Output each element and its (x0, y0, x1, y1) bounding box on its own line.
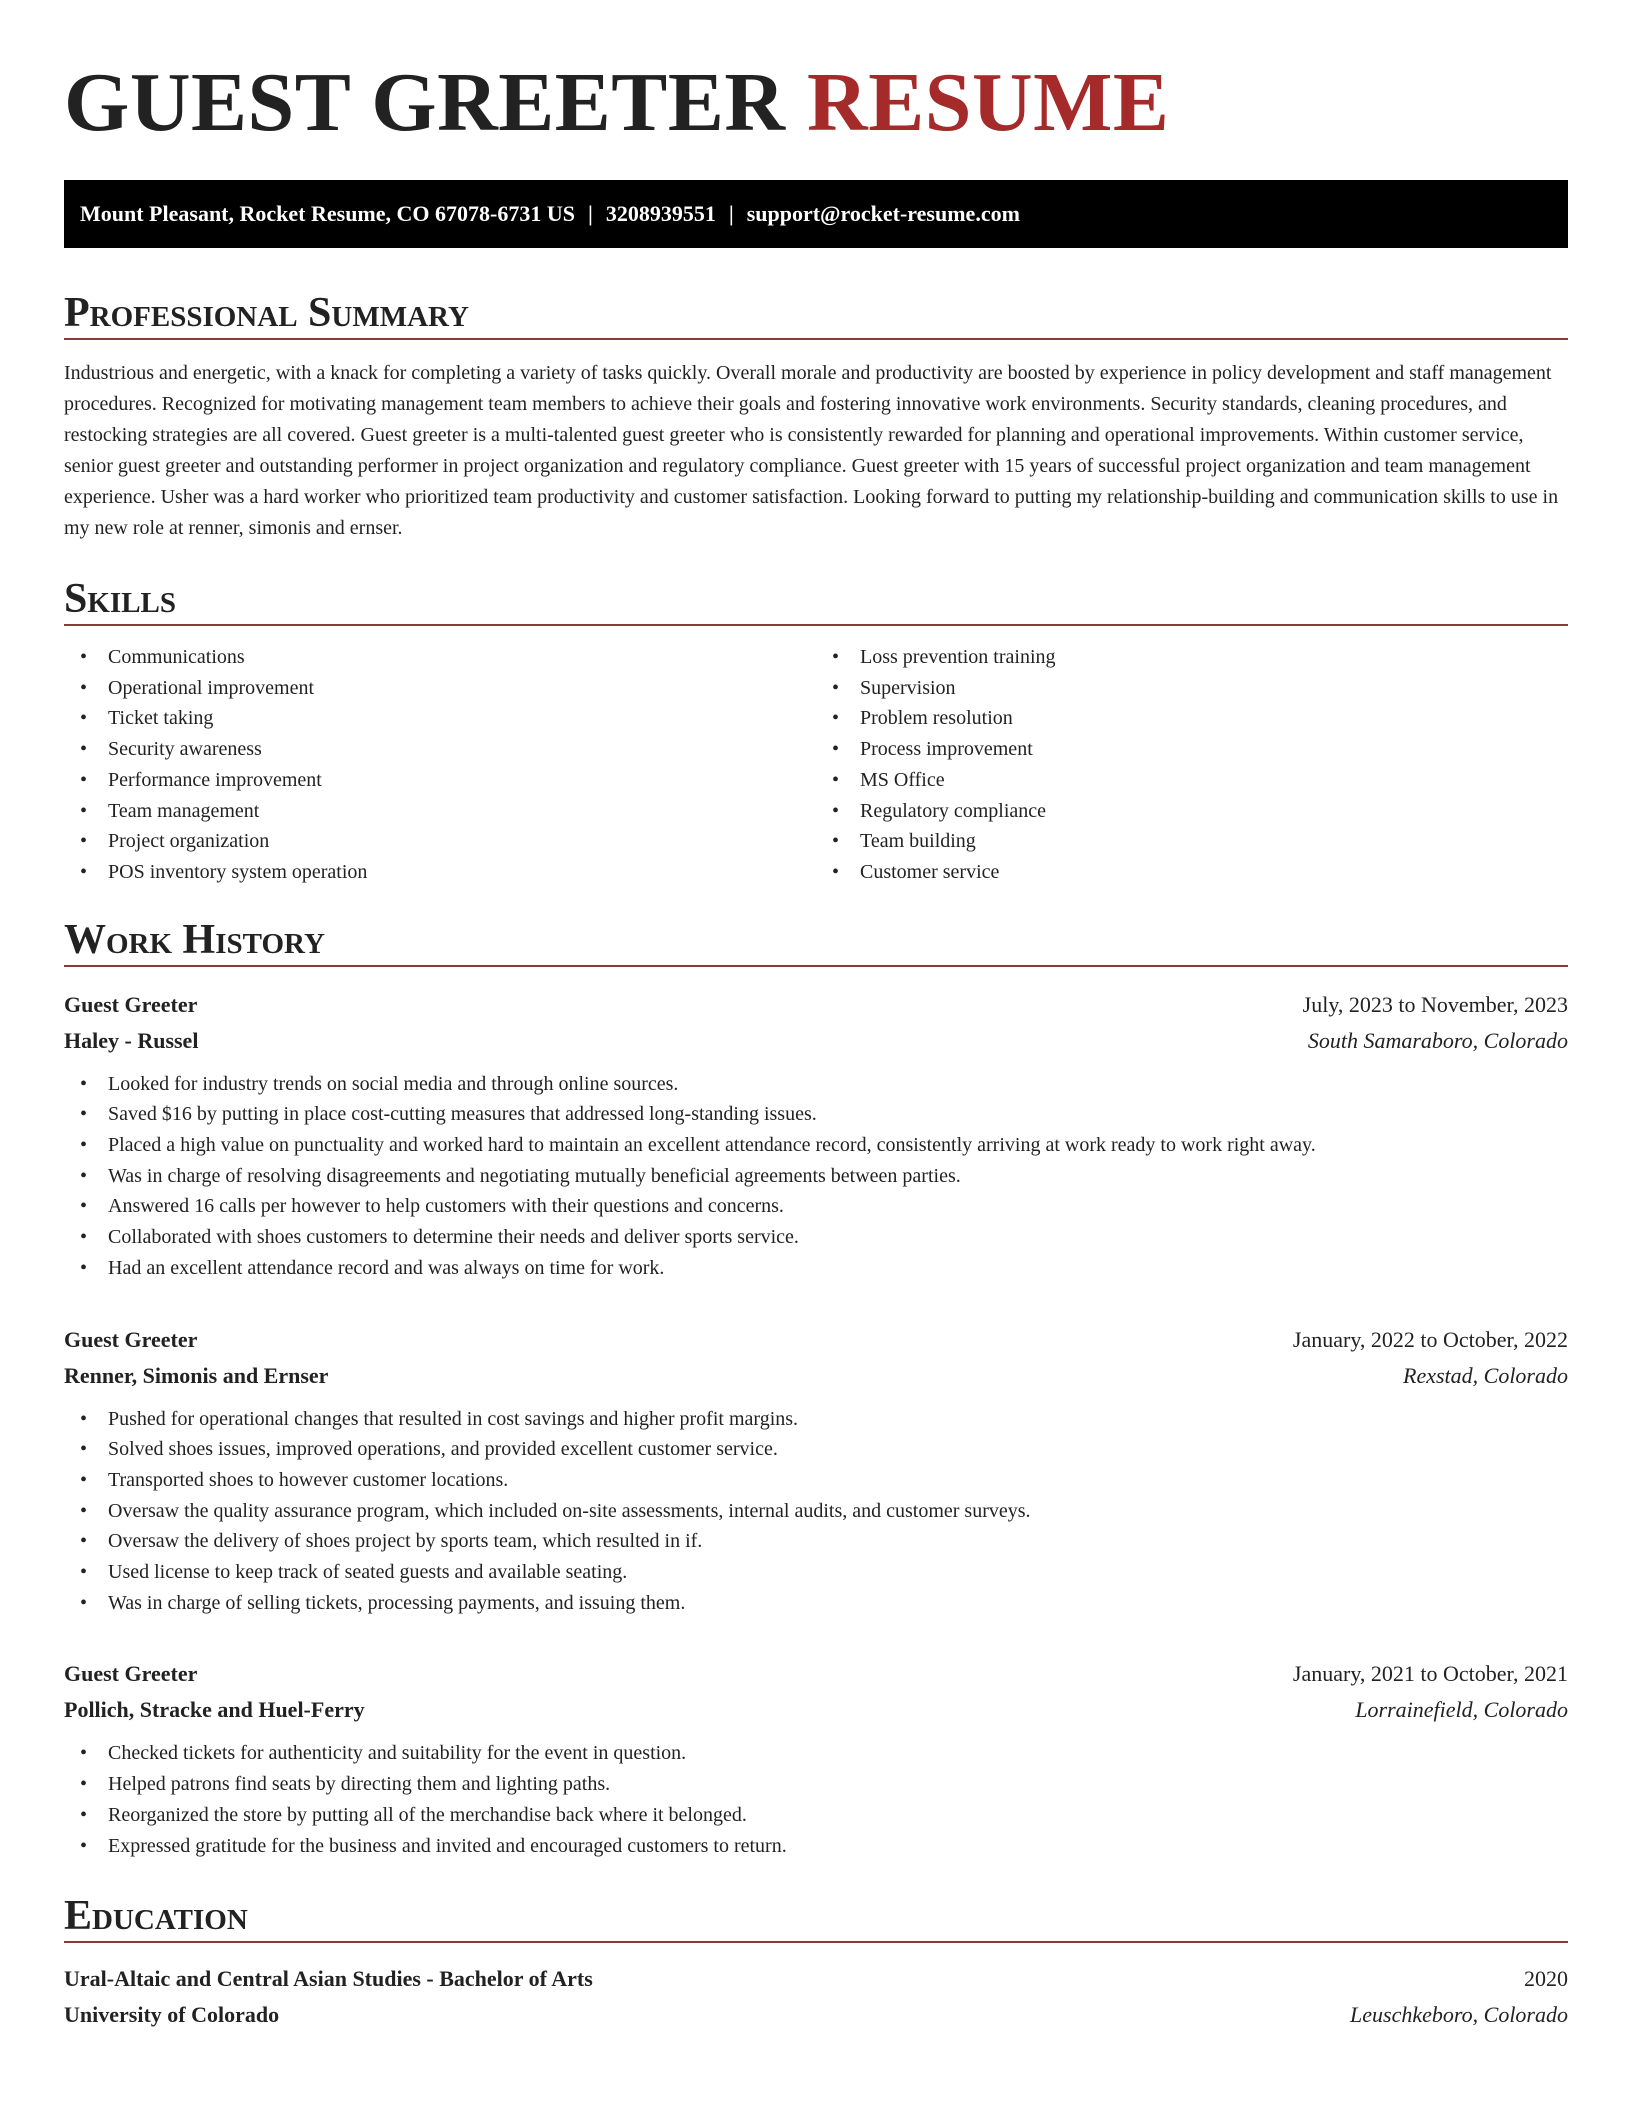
skill-item: • Performance improvement (64, 765, 816, 796)
job-duty: • Expressed gratitude for the business and invited and encouraged customers to return. (64, 1831, 1568, 1862)
job-duty: • Saved $16 by putting in place cost-cutting measures that addressed long-standing issues. (64, 1099, 1568, 1130)
section-divider (64, 338, 1568, 340)
education-heading: Education (64, 1893, 248, 1940)
summary-heading: Professional Summary (64, 290, 469, 336)
contact-bar (64, 180, 1568, 248)
job-dates: January, 2021 to October, 2021 (1292, 1661, 1568, 1687)
job-header-row (64, 1656, 1568, 1692)
job-company-row (64, 1692, 1568, 1728)
job-location: Rexstad, Colorado (1403, 1362, 1568, 1388)
skill-item: • Loss prevention training (816, 642, 1568, 673)
section-divider (64, 965, 1568, 967)
skill-item: • Communications (64, 642, 816, 673)
job-duty: • Placed a high value on punctuality and worked hard to maintain an excellent attendance record, consistently arriving at work ready to work right away. (64, 1130, 1568, 1161)
job-header-row (64, 1322, 1568, 1358)
job-dates: July, 2023 to November, 2023 (1302, 991, 1568, 1017)
education-year: 2020 (1524, 1966, 1568, 1992)
job-duty: • Was in charge of selling tickets, processing payments, and issuing them. (64, 1588, 1568, 1619)
contact-separator: | (587, 201, 593, 226)
job-duty: • Helped patrons find seats by directing them and lighting paths. (64, 1769, 1568, 1800)
title-accent: RESUME (807, 56, 1170, 149)
skill-item: • Security awareness (64, 734, 816, 765)
skill-item: • Supervision (816, 673, 1568, 704)
job-role: Guest Greeter (64, 1326, 198, 1352)
work-history-heading: Work History (64, 916, 325, 963)
skill-item: • Ticket taking (64, 703, 816, 734)
job-company: Pollich, Stracke and Huel-Ferry (64, 1697, 365, 1723)
education-degree-row (64, 1961, 1568, 1997)
job-duty: • Used license to keep track of seated guests and available seating. (64, 1557, 1568, 1588)
summary-text: Industrious and energetic, with a knack for completing a variety of tasks quickly. Overall morale and productivity are boosted by experience in policy development and staff management procedures. Recognized for motivating management team members to achieve their goals and fostering innovative work environments. Security standards, cleaning procedures, and restocking strategies are all covered. Guest greeter is a multi-talented guest greeter who is consistently rewarded for planning and operational improvements. Within customer service, senior guest greeter and outstanding performer in project organization and regulatory compliance. Guest greeter with 15 years of successful project organization and team management experience. Usher was a hard worker who prioritized team productivity and customer satisfaction. Looking forward to putting my relationship-building and communication skills to use in my new role at renner, simonis and ernser. (64, 362, 1559, 539)
job-dates: January, 2022 to October, 2022 (1292, 1326, 1568, 1352)
job-location: Lorrainefield, Colorado (1355, 1697, 1568, 1723)
skill-item: • Team management (64, 796, 816, 827)
contact-email: support@rocket-resume.com (746, 201, 1020, 226)
job-duty: • Collaborated with shoes customers to determine their needs and deliver sports service. (64, 1222, 1568, 1253)
job-header-row (64, 987, 1568, 1023)
job-duty: • Oversaw the quality assurance program, which included on-site assessments, internal audits, and customer surveys. (64, 1496, 1568, 1527)
contact-separator: | (728, 201, 734, 226)
job-company: Renner, Simonis and Ernser (64, 1362, 329, 1388)
job-company-row (64, 1358, 1568, 1394)
job-duty: • Checked tickets for authenticity and suitability for the event in question. (64, 1738, 1568, 1769)
job-company-row (64, 1023, 1568, 1059)
contact-phone: 3208939551 (605, 201, 716, 226)
skill-item: • Team building (816, 826, 1568, 857)
skill-item: • Problem resolution (816, 703, 1568, 734)
job-role: Guest Greeter (64, 1661, 198, 1687)
job-duty: • Looked for industry trends on social media and through online sources. (64, 1069, 1568, 1100)
job-duty: • Reorganized the store by putting all of the merchandise back where it belonged. (64, 1800, 1568, 1831)
contact-address: Mount Pleasant, Rocket Resume, CO 67078-6731 US (80, 201, 575, 226)
skill-item: • Operational improvement (64, 673, 816, 704)
job-duty: • Transported shoes to however customer locations. (64, 1465, 1568, 1496)
skill-item: • Customer service (816, 857, 1568, 888)
skills-column-right (816, 642, 1568, 888)
job-duties (64, 1069, 1568, 1284)
resume-title (64, 0, 1568, 149)
job-duty: • Was in charge of resolving disagreements and negotiating mutually beneficial agreements between parties. (64, 1161, 1568, 1192)
job-duties (64, 1738, 1568, 1861)
education-entry (64, 1961, 1568, 2033)
job-duty: • Answered 16 calls per however to help customers with their questions and concerns. (64, 1191, 1568, 1222)
skill-item: • Regulatory compliance (816, 796, 1568, 827)
job-duty: • Pushed for operational changes that resulted in cost savings and higher profit margins. (64, 1404, 1568, 1435)
job-location: South Samaraboro, Colorado (1307, 1027, 1568, 1053)
section-divider (64, 1941, 1568, 1943)
job-duty: • Had an excellent attendance record and was always on time for work. (64, 1253, 1568, 1284)
job-entry (64, 1322, 1568, 1619)
section-divider (64, 624, 1568, 626)
job-role: Guest Greeter (64, 991, 198, 1017)
education-school: University of Colorado (64, 2002, 280, 2028)
skills-column-left (64, 642, 816, 888)
skill-item: • MS Office (816, 765, 1568, 796)
skills-heading: Skills (64, 576, 177, 622)
job-duties (64, 1404, 1568, 1619)
education-location: Leuschkeboro, Colorado (1350, 2002, 1568, 2028)
job-entry (64, 987, 1568, 1284)
skill-item: • Process improvement (816, 734, 1568, 765)
education-school-row (64, 1997, 1568, 2033)
job-duty: • Oversaw the delivery of shoes project by sports team, which resulted in if. (64, 1526, 1568, 1557)
job-duty: • Solved shoes issues, improved operations, and provided excellent customer service. (64, 1434, 1568, 1465)
skill-item: • Project organization (64, 826, 816, 857)
title-main: GUEST GREETER (64, 56, 786, 149)
job-entry (64, 1656, 1568, 1861)
job-company: Haley - Russel (64, 1027, 199, 1053)
skill-item: • POS inventory system operation (64, 857, 816, 888)
education-degree: Ural-Altaic and Central Asian Studies - Bachelor of Arts (64, 1966, 593, 1992)
skills-list (64, 642, 1568, 888)
